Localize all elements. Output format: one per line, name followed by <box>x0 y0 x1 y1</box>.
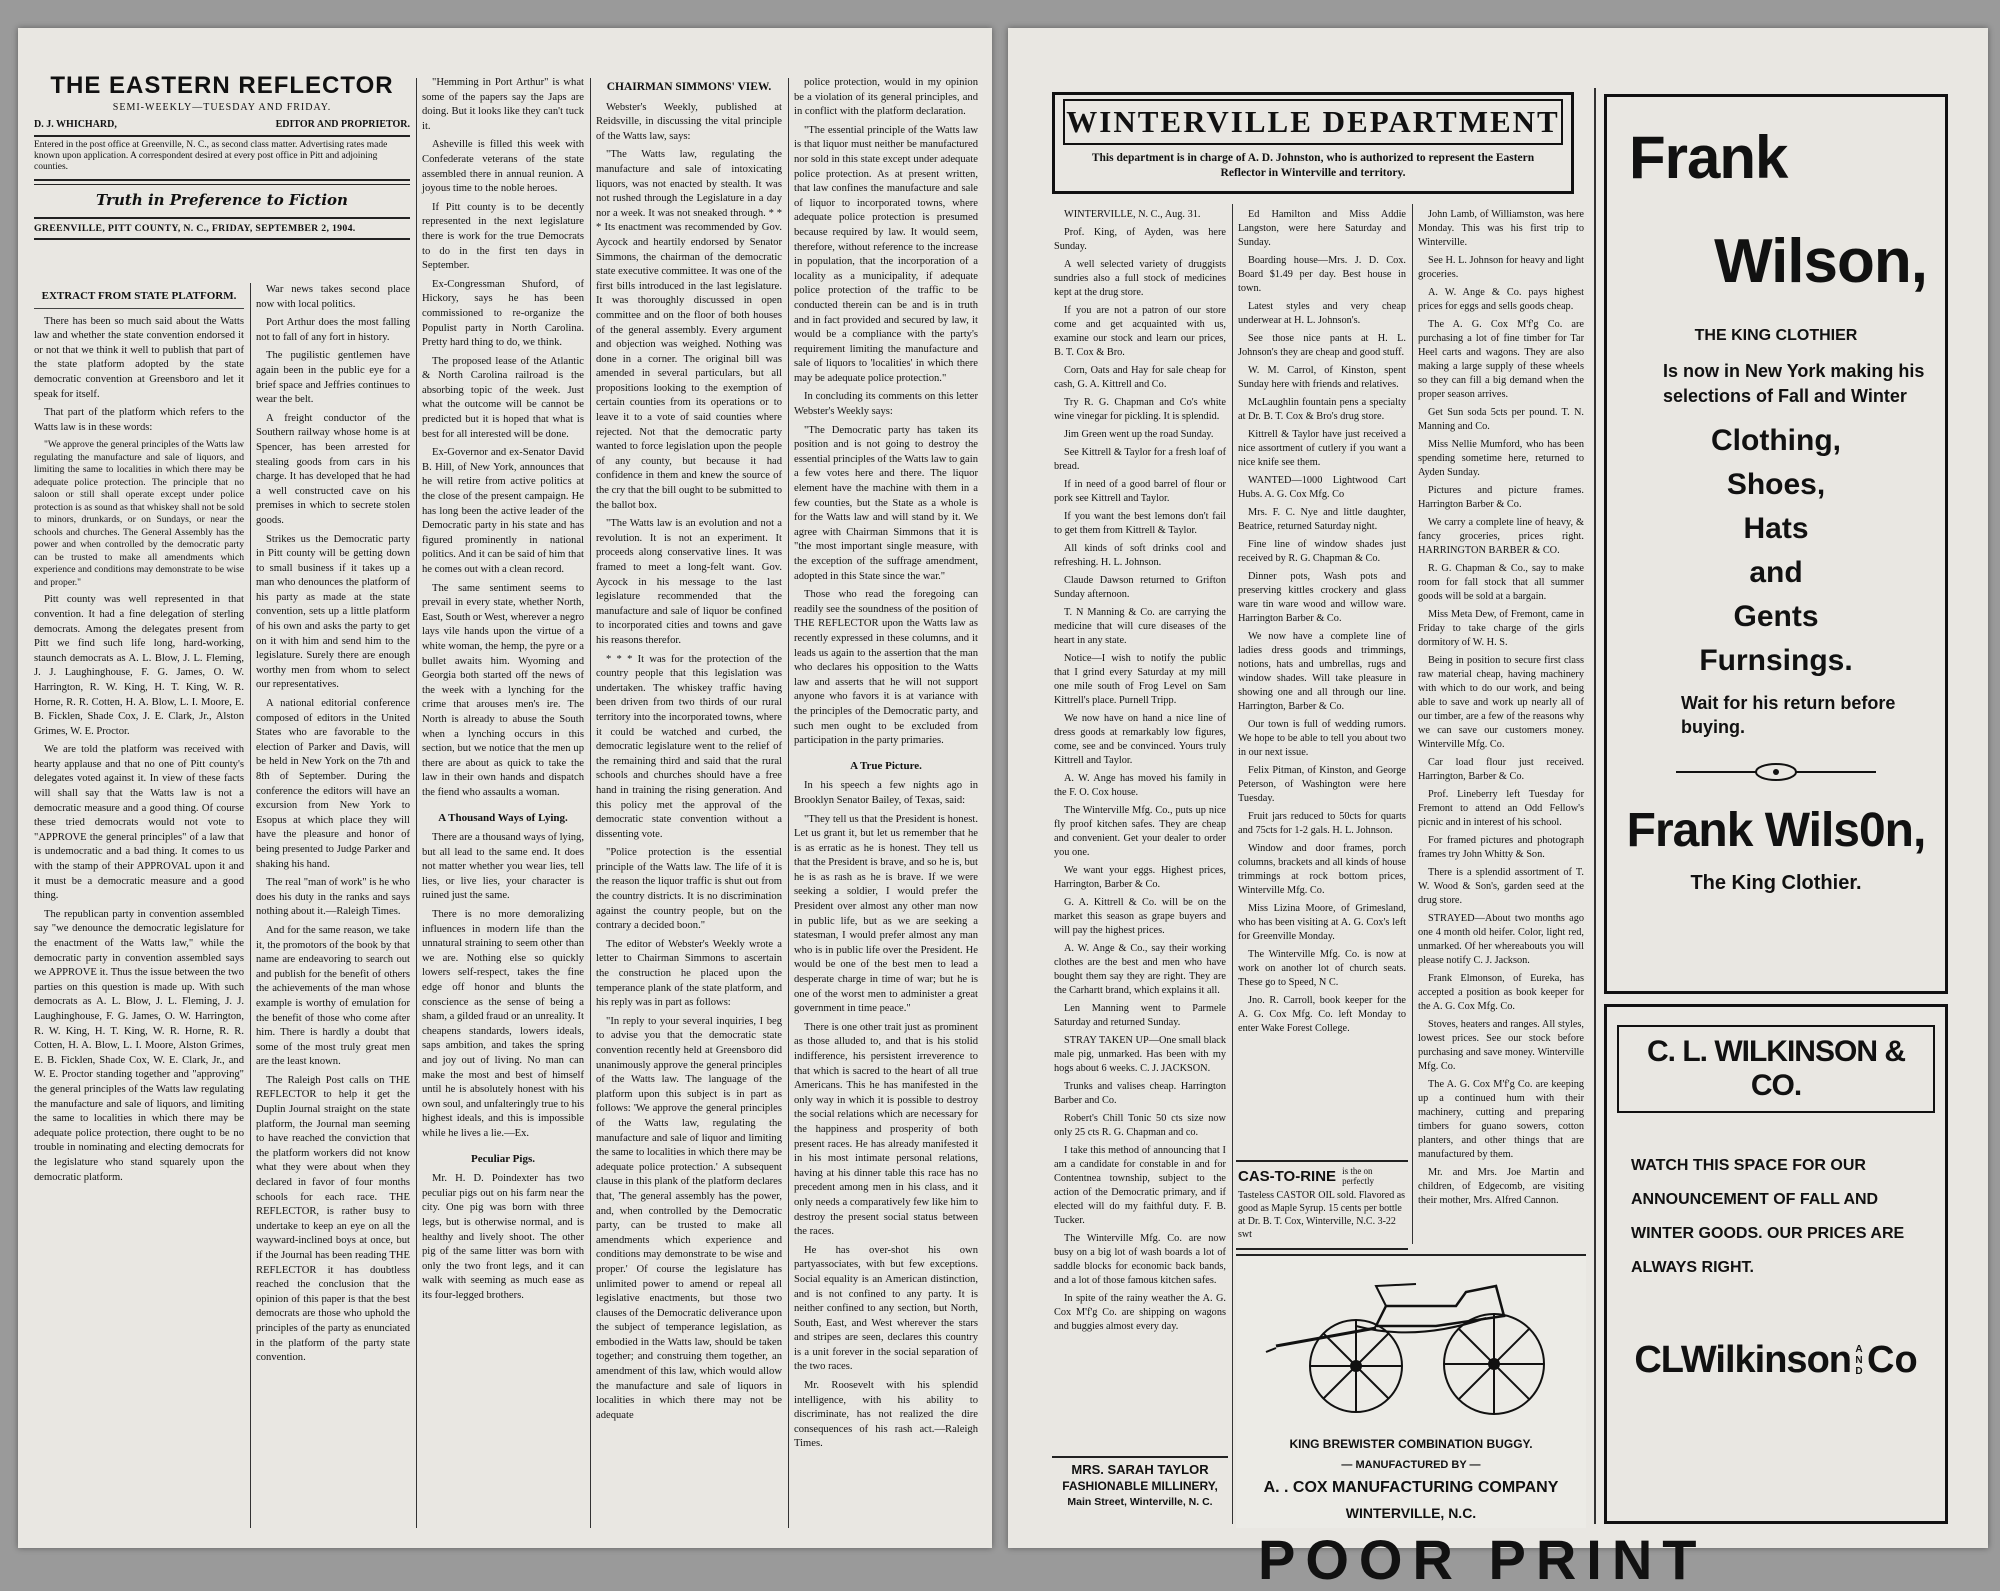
article-paragraph: In his speech a few nights ago in Brooklyn Senator Bailey, of Texas, said: <box>794 780 978 806</box>
news-item: Port Arthur does the most falling not to fall of any fort in history. <box>256 317 410 343</box>
local-item: Frank Elmonson, of Eureka, has accepted a position as book keeper for the A. G. Cox Mfg. Co. <box>1418 973 1584 1012</box>
motto: Truth in Preference to Fiction <box>96 191 348 209</box>
wilkinson-sig-co: Co <box>1867 1339 1918 1381</box>
lying-heading: A Thousand Ways of Lying. <box>438 811 568 824</box>
wilson-good-item: Gents <box>1733 600 1819 633</box>
local-item: McLaughlin fountain pens a specialty at Dr. B. T. Cox & Bro's drug store. <box>1238 397 1406 422</box>
masthead-subtitle: SEMI-WEEKLY—TUESDAY AND FRIDAY. <box>112 102 332 113</box>
wilson-good-item: Hats <box>1743 512 1809 545</box>
local-item: Miss Nellie Mumford, who has been spending sometime here, returned to Ayden Sunday. <box>1418 439 1584 478</box>
local-item: Trunks and valises cheap. Harrington Barber and Co. <box>1054 1081 1226 1106</box>
article-paragraph: We are told the platform was received with hearty applause and that no one of Pitt county's delegates voted against it. In view of these facts will shall say that the Watts law is not a democratic measure and a good thing. Of course these tried democrats would not vote to "APPROVE the general principles" of a law that is undemocratic and a bad thing. It comes to us with the stamp of their APPROVAL upon it and it must be a democratic measure and a good thing. <box>34 744 244 902</box>
editor-role: EDITOR AND PROPRIETOR. <box>275 119 410 130</box>
local-item: We carry a complete line of heavy, & fancy groceries, prices right. HARRINGTON BARBER & CO. <box>1418 517 1584 556</box>
dateline: GREENVILLE, PITT COUNTY, N. C., FRIDAY, SEPTEMBER 2, 1904. <box>34 223 356 234</box>
local-item: Car load flour just received. Harrington, Barber & Co. <box>1418 757 1584 782</box>
editor-name: D. J. WHICHARD, <box>34 119 117 130</box>
poor-print-text: POOR PRINT <box>1258 1528 1707 1591</box>
local-item: We now have on hand a nice line of dress goods at remarkably low figures, come, see and be convinced. Yours truly Kittrell and Taylor. <box>1054 713 1226 766</box>
local-item: A well selected variety of druggists sundries also a full stock of medicines kept at the drug store. <box>1054 259 1226 298</box>
local-item: Prof. Lineberry left Tuesday for Fremont to attend an Odd Fellow's picnic and in interest of his school. <box>1418 789 1584 828</box>
masthead-editor-line <box>34 119 410 130</box>
wilkinson-name: C. L. WILKINSON & CO. <box>1647 1035 1905 1102</box>
column-rule <box>1594 88 1596 1524</box>
column-rule <box>590 78 591 1528</box>
local-item: A. W. Ange has moved his family in the F. O. Cox house. <box>1054 773 1226 798</box>
winterville-title-frame <box>1063 99 1563 145</box>
wilkinson-body: WATCH THIS SPACE FOR OUR ANNOUNCEMENT OF FALL AND WINTER GOODS. OUR PRICES ARE ALWAYS RIGHT. <box>1631 1157 1905 1276</box>
left-column-2 <box>256 283 410 1533</box>
local-item: The Winterville Mfg. Co., puts up nice fly proof kitchen safes. They are cheap and convenient. Get your dealer to order you one. <box>1054 805 1226 858</box>
article-paragraph: The editor of Webster's Weekly wrote a letter to Chairman Simmons to ascertain the construction he placed upon the temperance plank of the state platform, and his reply was in part as follows: <box>596 938 782 1009</box>
article-paragraph: There has been so much said about the Watts law and whether the state convention endorsed it or not that we think it well to publish that part of the state platform adopted by the state democratic convention at Greensboro and let it speak for itself. <box>34 315 244 400</box>
local-item: Latest styles and very cheap underwear at H. L. Johnson's. <box>1238 301 1406 326</box>
local-item: I take this method of announcing that I am a candidate for constable in and for Contentnea township, subject to the action of the Democratic primary, and if elected will do my faithful duty. F. B. Tucker. <box>1054 1145 1226 1226</box>
local-item: Corn, Oats and Hay for sale cheap for cash, G. A. Kittrell and Co. <box>1054 365 1226 390</box>
local-item: Jim Green went up the road Sunday. <box>1064 429 1214 440</box>
local-item: For framed pictures and photograph frames try John Whitty & Son. <box>1418 835 1584 860</box>
local-item: G. A. Kittrell & Co. will be on the market this season as grape buyers and will pay the highest prices. <box>1054 897 1226 936</box>
winterville-header-box <box>1052 92 1574 194</box>
local-item: See H. L. Johnson for heavy and light groceries. <box>1418 255 1584 280</box>
wilkinson-name-frame <box>1617 1025 1935 1113</box>
news-item: Mr. H. D. Poindexter has two peculiar pigs out on his farm near the city. One pig was born with three legs, but is otherwise normal, and is healthy and lively shoot. The other pig of the same litter was born with only the two front legs, and it can walk with seeming as much ease as its four-legged brothers. <box>422 1173 584 1301</box>
local-item: R. G. Chapman & Co., say to make room for fall stock that all summer goods will be sold at a bargain. <box>1418 563 1584 602</box>
column-rule <box>1232 204 1233 1524</box>
article-paragraph: That part of the platform which refers to the Watts law is in these words: <box>34 407 244 433</box>
buggy-made-by: — MANUFACTURED BY — <box>1341 1459 1481 1471</box>
buggy-ad <box>1236 1254 1586 1528</box>
news-item: A national editorial conference composed of editors in the United States who are favorable to the election of Parker and Davis, will be held in New York on the 7th and 8th of September. During the conference the editors will have an excursion from New York to Esopus at which place they will have the pleasure and honor of being presented to Judge Parker and shaking his hand. <box>256 698 410 870</box>
article-paragraph: "Police protection is the essential principle of the Watts law. The life of it is the reason the liquor traffic is shut out from the country districts. It is no discrimination against the country people, but on the contrary a decided boon." <box>596 847 782 932</box>
local-item: T. N Manning & Co. are carrying the medicine that will cure diseases of the heart in any state. <box>1054 607 1226 646</box>
article-paragraph: "The Watts law, regulating the manufacture and sale of intoxicating liquors, was not enacted by stealth. It was not rushed through the Legislature in a day nor a week. It was not sneaked through. * * * Its enactment was recommended by Gov. Aycock and heartily endorsed by Senator Simmons, the chairman of the democratic state executive committee. It was one of the first bills introduced in the last legislature. It was thoroughly discussed in open committee and on the floor of both houses of the general assembly. Every argument and objection was weighed. Nothing was done in a corner. The original bill was amended in several particulars, but all propositions looking to the exemption of certain counties from its operations or to leave it to a vote of said counties where rejected. Not that the democratic party wanted to force legislation upon the people of any county, but because it had confidence in them and knew the source of the cry that the bill ought to be submitted to the ballot box. <box>596 149 782 511</box>
left-column-5 <box>794 76 978 1533</box>
wilson-name-top-1: Frank <box>1629 124 1788 191</box>
article-paragraph: Webster's Weekly, published at Reidsville, in discussing the vital principle of the Watts law, says: <box>596 101 782 142</box>
local-item: A. W. Ange & Co., say their working clothes are the best and men who have bought them say they are right. They are the Carhartt brand, which explains it all. <box>1054 943 1226 996</box>
local-item: Window and door frames, porch columns, brackets and all kinds of house trimmings at rock bottom prices, Winterville Mfg. Co. <box>1238 843 1406 896</box>
article-paragraph: Those who read the foregoing can readily see the soundness of the position of THE REFLECTOR upon the Watts law as recently expressed in these columns, and it leads us again to the assertion that the man who declares his opposition to the Watts law and asserts that he will not support anyone who favors it is at variance with the principles of the Democratic party, and such men ought to be excluded from participation in the party primaries. <box>794 589 978 747</box>
local-item: WANTED—1000 Lightwood Cart Hubs. A. G. Cox Mfg. Co <box>1238 475 1406 500</box>
winterville-column-1 <box>1054 208 1226 1472</box>
article-paragraph: Pitt county was well represented in that convention. It had a fine delegation of sterling democrats. Among the delegates present from Pitt we find such life long, hard-working, staunch democrats as A. L. Blow, J. L. Fleming, J. J. Laughinghouse, F. G. James, O. W. Harrington, R. W. King, H. T. King, W. R. Horne, R. R. Cotten, H. A. Blow, L. I. Moore, E. B. Ficklen, Shade Cox, J. E. Clark, Jr., Alston Grimes, W. E. Proctor. <box>34 594 244 737</box>
local-item: Len Manning went to Parmele Saturday and returned Sunday. <box>1054 1003 1226 1028</box>
local-item: Kittrell & Taylor have just received a nice assortment of cutlery if you want a nice knife see them. <box>1238 429 1406 468</box>
news-item: Ex-Governor and ex-Senator David B. Hill, of New York, announces that he will retire from active politics at the close of the present campaign. He has long been the active leader of the Democratic party in his state and has figured prominently in national politics. And it can be said of him that he comes out with a clean record. <box>422 447 584 575</box>
local-item: Miss Lizina Moore, of Grimesland, who has been visiting at A. G. Cox's left for Greenville Monday. <box>1238 903 1406 942</box>
buggy-caption: KING BREWISTER COMBINATION BUGGY. <box>1289 1437 1533 1451</box>
news-item: The same sentiment seems to prevail in every state, whether North, East, South or West, wherever a negro lays vile hands upon the virtue of a white woman, the hemp, the pyre or a bullet awaits him. Wyoming and Georgia both started off the news of the week with a lynching for the crime that arouses men's ire. The North is already to abuse the South when a lynching occurs in this section, but we notice that the men up there are about as quick to take the law in their own hands and dispatch the fiend who assaults a woman. <box>422 582 584 798</box>
dateline-rule <box>34 238 410 240</box>
local-item: Claude Dawson returned to Grifton Sunday afternoon. <box>1054 575 1226 600</box>
local-item: Being in position to secure first class raw material cheap, having machinery with which to do our work, and being able to save and work up nearly all of our timber, are a few of the reasons why we can save our customers money. Winterville Mfg. Co. <box>1418 655 1584 750</box>
true-picture-heading: A True Picture. <box>850 759 922 772</box>
local-item: Pictures and picture frames. Harrington Barber & Co. <box>1418 485 1584 510</box>
wilson-body: Is now in New York making his selections of Fall and Winter <box>1663 361 1925 406</box>
news-item: There are a thousand ways of lying, but all lead to the same end. It does not matter whether you wear lies, tell lies, or live lies, your character is ruined just the same. <box>422 832 584 902</box>
news-item: The pugilistic gentlemen have again been in the public eye for a brief space and Jeffries continues to wear the belt. <box>256 350 410 406</box>
local-item: There is a splendid assortment of T. W. Wood & Son's, garden seed at the drug store. <box>1418 867 1584 906</box>
local-item: We want your eggs. Highest prices, Harrington, Barber & Co. <box>1054 865 1226 890</box>
local-item: STRAY TAKEN UP—One small black male pig, unmarked. Has been with my hogs about 6 weeks. C. J. JACKSON. <box>1054 1035 1226 1074</box>
local-item: Mrs. F. C. Nye and little daughter, Beatrice, returned Saturday night. <box>1238 507 1406 532</box>
local-item: All kinds of soft drinks cool and refreshing. H. L. Johnson. <box>1054 543 1226 568</box>
left-column-1 <box>34 283 244 1533</box>
local-item: The Winterville Mfg. Co. are now busy on a big lot of wash boards a lot of saddle blocks for economic back bands, and a lot of those famous kitchen safes. <box>1054 1233 1226 1286</box>
wilson-goods <box>1607 419 1945 683</box>
column-rule <box>1412 204 1413 1244</box>
local-item: Jno. R. Carroll, book keeper for the A. G. Cox Mfg. Co. left Monday to enter Wake Forest College. <box>1238 995 1406 1034</box>
news-item: Ex-Congressman Shuford, of Hickory, says he has been commissioned to re-organize the Populist party in North Carolina. Pretty hard thing to do, we think. <box>422 278 584 349</box>
wilson-name-bottom: Frank Wils0n, <box>1626 804 1926 857</box>
local-item: A. W. Ange & Co. pays highest prices for eggs and sells goods cheap. <box>1418 287 1584 312</box>
motto-rule <box>34 217 410 219</box>
wilson-good-item: Shoes, <box>1726 468 1826 501</box>
news-item: And for the same reason, we take it, the promotors of the book by that name are endeavoring to search out and publish for the benefit of others the achievements of the man whose example is worthy of emulation for the benefit of those who come after him. There is hardly a doubt that some of the most truly great men are the least known. <box>256 924 410 1068</box>
local-item: WINTERVILLE, N. C., Aug. 31. <box>1064 209 1201 220</box>
winterville-subtitle: This department is in charge of A. D. Johnston, who is authorized to represent the Eastern Reflector in Winterville and territory. <box>1091 152 1535 179</box>
frank-wilson-ad <box>1604 94 1948 994</box>
pigs-heading: Peculiar Pigs. <box>471 1152 535 1165</box>
local-item: If in need of a good barrel of flour or pork see Kittrell and Taylor. <box>1054 479 1226 504</box>
article-paragraph: "In reply to your several inquiries, I beg to advise you that the democratic state convention recently held at Greensboro did unanimously approve the general principles of the Watts law. The language of the platform upon this subject is in part as follows: 'We approve the general principles of the Watts law, regulating the manufacture and sale of liquor and limiting the same to localities in which there may be adequate police protection.' A subsequent clause in this plank of the platform declares that, 'The general assembly has the power, and, when controlled by the Democratic party, can be trusted to make all amendments which experience and conditions may demonstrate to be wise and proper.' Of course the legislature has unlimited power to amend or repeal all legislative enactments, but those two clauses of the Democratic deliverance upon the subject of temperance legislation, as embodied in the Watts law, should be taken together; and construing them together, an amendment of this law, which would allow the manufacture and sale of liquors in localities in which there may not be adequate <box>596 1015 782 1421</box>
local-item: Notice—I wish to notify the public that I grind every Saturday at my mill one mile south of Frog Level on Sam Kittrell's place. Purnell Tripp. <box>1054 653 1226 706</box>
wilson-tag-2: The King Clothier. <box>1690 872 1862 894</box>
millinery-address: Main Street, Winterville, N. C. <box>1067 1496 1213 1508</box>
masthead <box>34 72 410 240</box>
local-item: STRAYED—About two months ago one 4 month old heifer. Color, light red, unmarked. Of her whereabouts you will please notify C. J. Jackson. <box>1418 913 1584 966</box>
article-paragraph: "They tell us that the President is honest. Let us grant it, but let us remember that he is as erratic as he is honest. They tell us that the President is brave, and so he is, but he is as rash as he is brave. If we were seeking a soldier, I would prefer the President over almost any other man now in public life, but as we are seeking a statesman, I would prefer almost any man who is in public life over the President. He would be one of the best men to lead a desperate charge in time of war; but he is one of the worst men to administer a great government in time peace." <box>794 813 978 1015</box>
winterville-column-3 <box>1418 208 1584 1244</box>
masthead-title: THE EASTERN REFLECTOR <box>50 72 394 99</box>
local-item: We now have a complete line of ladies dress goods and trimmings, notions, hats and umbrellas, rugs and window shades. Will take pleasure in showing one and all through our line. Harrington, Barber & Co. <box>1238 631 1406 712</box>
millinery-ad <box>1052 1456 1228 1526</box>
news-item: Strikes us the Democratic party in Pitt county will be getting down to small business if it takes up a man who denounces the platform of his party as made at the state convention, sets up a little platform of his own and asks the party to get on it with him and send him to the legislature. Surely there are enough worthy men from whom to select our representatives. <box>256 533 410 691</box>
article-paragraph: * * * It was for the protection of the country people that this legislation was undertaken. The whiskey traffic having been driven from two thirds of our rural territory into the incorporated towns, where it could be watched and curbed, the democratic legislature went to the relief of the remaining third and said that the rural schools and churches should have a free hand in training the rising generation. And this policy met the approval of the democratic state convention without a dissenting vote. <box>596 653 782 840</box>
local-item: See those nice pants at H. L. Johnson's they are cheap and good stuff. <box>1238 333 1406 358</box>
article-paragraph: In concluding its comments on this letter Webster's Weekly says: <box>794 391 978 418</box>
wilson-name-top-2: Wilson, <box>1714 227 1927 296</box>
news-item: Asheville is filled this week with Confederate veterans of the state assembled there in annual reunion. A joyous time to the noble heroes. <box>422 139 584 195</box>
local-item: Fine line of window shades just received by R. G. Chapman & Co. <box>1238 539 1406 564</box>
platform-heading: EXTRACT FROM STATE PLATFORM. <box>34 289 244 309</box>
news-item: War news takes second place now with local politics. <box>256 284 410 310</box>
ornament-divider-icon <box>1676 757 1876 787</box>
local-item: Ed Hamilton and Miss Addie Langston, were here Saturday and Sunday. <box>1238 209 1406 248</box>
entry-notice: Entered in the post office at Greenville, N. C., as second class matter. Advertising rates made known upon application. A correspondent desired at every post office in Pitt and adjoining counties. <box>34 140 388 172</box>
right-newspaper-page <box>1008 28 1988 1591</box>
masthead-rule <box>34 135 410 137</box>
castorine-body: Tasteless CASTOR OIL sold. Flavored as good as Maple Syrup. 15 cents per bottle at Dr. B. T. Cox, Winterville, N.C. 3-22 swt <box>1238 1190 1406 1240</box>
article-paragraph: Mr. Roosevelt with his splendid intelligence, with his ability to discriminate, has not realized the dire consequences of his rash act.—Raleigh Times. <box>794 1380 978 1450</box>
local-item: Fruit jars reduced to 50cts for quarts and 75cts for 1-2 gals. H. L. Johnson. <box>1238 811 1406 836</box>
local-item: W. M. Carrol, of Kinston, spent Sunday here with friends and relatives. <box>1238 365 1406 390</box>
article-paragraph: There is one other trait just as prominent as those alluded to, and that is his stolid indifference, his persistent irreverence to that which is sacred to the heart of all true Americans. This he has manifested in the only way in which it is possible to destroy the social relations which are necessary for the happiness and prosperity of both present races. He has already manifested it in his most intimate personal relations, having at his dinner table this race has no precedent among men in his class, and it only needs a comparatively few like him to destroy the present social status between the races. <box>794 1021 978 1238</box>
local-item: Miss Meta Dew, of Fremont, came in Friday to take charge of the girls dormitory of W. H. S. <box>1418 609 1584 648</box>
platform-quote: "We approve the general principles of the Watts law regulating the manufacture and sale of liquors, and limiting the same to localities in which there may be adequate police protection. The principle that no saloon or still shall operate except under police protection is as sound as that whiskey shall not be sold to minors, drunkards, or on Sundays, or near the schools and churches. The General Assembly has the power and when controlled by the democratic party can be trusted to make all amendments which experience and conditions may demonstrate to be wise and proper." <box>34 439 244 588</box>
castorine-tag: is the on perfectly <box>1342 1166 1375 1186</box>
winterville-title: WINTERVILLE DEPARTMENT <box>1066 104 1560 139</box>
article-paragraph: He has over-shot his own partyassociates, with but few exceptions. Social equality is an American distinction, and is not confined to any party. It is neither confined to any section, but North, South, East, and West wherever the stars and stripes are seen, declares this country is a unit forever in the social separation of the two races. <box>794 1244 978 1373</box>
local-item: Boarding house—Mrs. J. D. Cox. Board $1.49 per day. Best house in town. <box>1238 255 1406 294</box>
local-item: Felix Pitman, of Kinston, and George Peterson, of Washington were here Tuesday. <box>1238 765 1406 804</box>
local-item: In spite of the rainy weather the A. G. Cox M'f'g Co. are shipping on wagons and buggies almost every day. <box>1054 1293 1226 1332</box>
wilson-good-item: Furnsings. <box>1699 644 1853 677</box>
buggy-company: A. . COX MANUFACTURING COMPANY <box>1263 1479 1559 1496</box>
wilkinson-sig-main: CLWilkinson <box>1634 1339 1851 1381</box>
local-item: The A. G. Cox M'f'g Co. are keeping up a continued hum with their machinery, cutting and preparing timbers for guano sowers, cotton planters, and other things that are manufactured by them. <box>1418 1079 1584 1160</box>
local-item: John Lamb, of Williamston, was here Monday. This was his first trip to Winterville. <box>1418 209 1584 248</box>
left-column-4 <box>596 76 782 1533</box>
poor-print-banner <box>1258 1528 1778 1591</box>
local-item: Prof. King, of Ayden, was here Sunday. <box>1054 227 1226 252</box>
news-item: There is no more demoralizing influences in modern life than the unnatural straining to seem other than we are. Nothing else so quickly lowers self-respect, takes the fine edge off honor and blunts the conscience as the sense of being a sham, a gilded fraud or an unreality. It cheapens standards, lowers ideals, saps ambition, and takes the spring and joy out of living. No man can make the most and best of himself until he is absolutely honest with his own soul, and unfalteringly true to his highest ideals, and this is impossible while he lives a lie.—Ex. <box>422 909 584 1139</box>
wilson-good-item: and <box>1749 556 1803 589</box>
wilkinson-ad <box>1604 1004 1948 1524</box>
local-item: Robert's Chill Tonic 50 cts size now only 25 cts R. G. Chapman and co. <box>1054 1113 1226 1138</box>
left-column-3 <box>422 76 584 1533</box>
local-item: Mr. and Mrs. Joe Martin and children, of Edgecomb, are visiting their mother, Mrs. Alfred Cannon. <box>1418 1167 1584 1206</box>
simmons-heading: CHAIRMAN SIMMONS' VIEW. <box>606 81 772 93</box>
local-item: Stoves, heaters and ranges. All styles, lowest prices. See our stock before purchasing and save money. Winterville Mfg. Co. <box>1418 1019 1584 1072</box>
masthead-double-rule <box>34 179 410 185</box>
news-item: The real "man of work" is he who does his duty in the ranks and says nothing about it.—Raleigh Times. <box>256 877 410 918</box>
buggy-illustration-icon <box>1236 1256 1586 1426</box>
article-paragraph: "The Watts law is an evolution and not a revolution. It is not an experiment. It proceeds along conservative lines. It was framed to meet a long-felt want. Gov. Aycock in his message to the last legislature recommended that the manufacture and sale of liquor be confined to incorporated cities and towns and gave his reasons therefor. <box>596 518 782 646</box>
local-item: Try R. G. Chapman and Co's white wine vinegar for pickling. It is splendid. <box>1054 397 1226 422</box>
news-item: The Raleigh Post calls on THE REFLECTOR to help it get the Duplin Journal straight on the state platform, the Journal man seeming to have reached the conviction that the platform workers did not know what they were about when they declared in favor of four months schools for each race. THE REFLECTOR, is rather busy to undertake to keep an eye on all the wayward-inclined boys at once, but if the Journal has been reading THE REFLECTOR it has doubtless reached the conclusion that the opinion of this paper is that the best democrats are those who uphold the principles of the party as enunciated in the platform of the party state convention. <box>256 1074 410 1364</box>
local-item: The Winterville Mfg. Co. is now at work on another lot of church seats. These go to Speed, N C. <box>1238 949 1406 988</box>
column-rule <box>416 78 417 1528</box>
local-item: Our town is full of wedding rumors. We hope to be able to tell you about two in our next issue. <box>1238 719 1406 758</box>
wilkinson-signature <box>1607 1339 1945 1382</box>
article-paragraph: "The essential principle of the Watts law is that liquor must neither be manufactured nor sold in this state except under adequate police protection. As at present written, that law confines the manufacture and sale of liquor to incorporated towns, where adequate police protection is presumed because required by law. It would seem, therefore, without reference to the increase in population, that the incorporation of a locality as a municipality, if adequate police protection of the traffic to be conducted therein can be and is in truth and in fact provided and secured by law, it would be a compliance with the party's requirement limiting the manufacture and sale of liquors to 'localities' in which there may be adequate police protection." <box>794 124 978 384</box>
millinery-name: MRS. SARAH TAYLOR <box>1071 1462 1209 1477</box>
article-paragraph: The republican party in convention assembled say "we denounce the democratic legislature for the enactment of the Watts law," while the democratic party in convention assembled says we APPROVE it. Thus the issue between the two parties on this question is made up. With such democrats as A. L. Blow, J. L. Fleming, J. J. Laughinghouse, F. G. James, O. W. Harrington, R. W. King, H. T. King, W. R. Horne, R. R. Cotten, H. A. Blow, L. I. Moore, Alston Grimes, E. B. Ficklen, Shade Cox, W. E. Clark, Jr., and W. E. Proctor standing together and "approving" the general principles of the Watts law regulating the manufacture and sale of liquors, and limiting the same to localities in which there may be adequate police protection, there ought to be no trouble in nominating and electing democrats for the legislature who stand squarely upon the democratic platform. <box>34 908 244 1183</box>
news-item: The proposed lease of the Atlantic & North Carolina railroad is the absorbing topic of the week. Just what the outcome will be cannot be predicted but it is hoped that what is best for all interested will be done. <box>422 355 584 440</box>
castorine-ad <box>1236 1160 1408 1250</box>
local-item: See Kittrell & Taylor for a fresh loaf of bread. <box>1054 447 1226 472</box>
news-item: A freight conductor of the Southern railway whose home is at Spencer, has been arrested for stealing goods from cars in his charge. It has developed that he had a well constructed cave on his premises in which to secrete stolen goods. <box>256 412 410 526</box>
millinery-business: FASHIONABLE MILLINERY, <box>1062 1479 1218 1493</box>
wilson-good-item: Clothing, <box>1711 424 1841 457</box>
news-item: "Hemming in Port Arthur" is what some of the papers say the Japs are doing. But it looks like they can't tuck it. <box>422 77 584 132</box>
news-item: If Pitt county is to be decently represented in the next legislature there is work for the true Democrats to do in the first ten days in September. <box>422 201 584 272</box>
buggy-place: WINTERVILLE, N.C. <box>1345 1505 1477 1521</box>
castorine-brand: CAS-TO-RINE <box>1238 1167 1337 1185</box>
column-rule <box>250 283 251 1528</box>
left-newspaper-page <box>18 28 992 1548</box>
wilson-wait: Wait for his return before buying. <box>1681 693 1896 737</box>
local-item: If you are not a patron of our store come and get acquainted with us, examine our stock and learn our prices, B. T. Cox & Bro. <box>1054 305 1226 358</box>
winterville-column-2 <box>1238 208 1406 1158</box>
article-paragraph: "The Democratic party has taken its position and is not going to destroy the essential principles of the Watts law to gain a few votes here and there. The liquor element have the machine with them in a few counties, but the State as a whole is for the Watts law and will stand by it. We agree with Chairman Simmons that it is "the most important single measure, with the exception of the suffrage amendment, adopted in this State since the war." <box>794 424 979 582</box>
article-paragraph: police protection, would in my opinion be a violation of its general principles, and in conflict with the platform declaration. <box>794 77 978 118</box>
local-item: If you want the best lemons don't fail to get them from Kittrell & Taylor. <box>1054 511 1226 536</box>
wilkinson-sig-and: AND <box>1855 1344 1863 1377</box>
local-item: Dinner pots, Wash pots and preserving kittles crockery and glass ware tin ware wood and willow ware. Harrington Barber & Co. <box>1238 571 1406 624</box>
column-rule <box>788 78 789 1528</box>
wilson-tag-1: THE KING CLOTHIER <box>1694 327 1858 344</box>
local-item: Get Sun soda 5cts per pound. T. N. Manning and Co. <box>1418 407 1584 432</box>
local-item: The A. G. Cox M'f'g Co. are purchasing a lot of fine timber for Tar Heel carts and wagons. They are also making a large supply of these wheels so they can fill a big demand when the proper season arrives. <box>1418 319 1584 400</box>
